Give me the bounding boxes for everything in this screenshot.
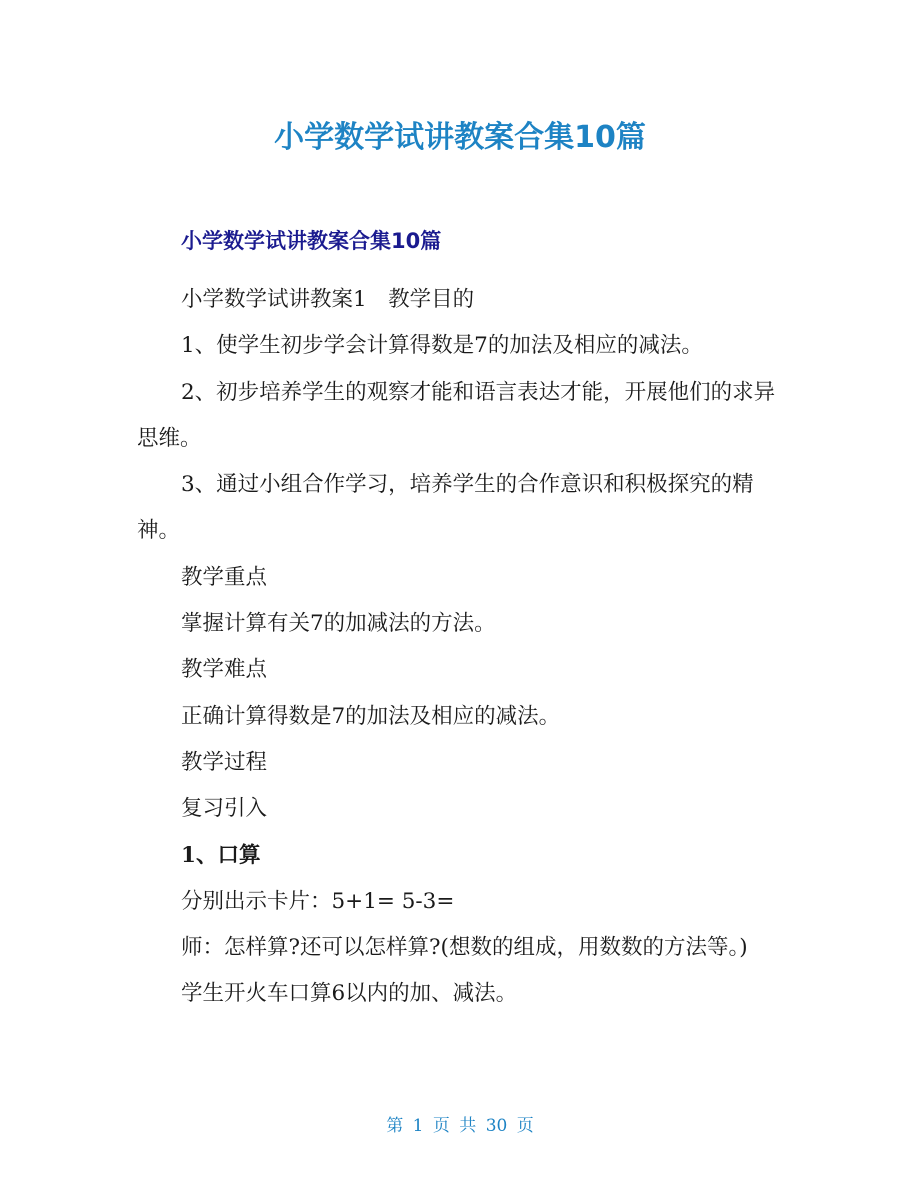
page-number-footer: 第 1 页 共 30 页 — [386, 1116, 534, 1136]
paragraph: 分别出示卡片：5+1= 5-3= — [181, 888, 455, 914]
paragraph: 学生开火车口算6以内的加、减法。 — [181, 981, 518, 1007]
section-heading: 小学数学试讲教案合集10篇 — [181, 229, 442, 253]
document-body — [137, 277, 787, 1018]
paragraph: 1、口算 — [181, 842, 261, 868]
paragraph: 小学数学试讲教案1 教学目的 — [181, 287, 475, 312]
paragraph: 教学过程 — [181, 749, 268, 775]
paragraph: 1、使学生初步学会计算得数是7的加法及相应的减法。 — [181, 333, 703, 359]
paragraph: 3、通过小组合作学习，培养学生的合作意识和积极探究的精神。 — [137, 472, 754, 544]
paragraph: 正确计算得数是7的加法及相应的减法。 — [181, 703, 561, 729]
paragraph: 2、初步培养学生的观察才能和语言表达才能，开展他们的求异思维。 — [137, 379, 776, 451]
paragraph: 师：怎样算?还可以怎样算?(想数的组成，用数数的方法等。) — [181, 935, 748, 961]
document-title: 小学数学试讲教案合集10篇 — [274, 120, 646, 155]
paragraph: 教学重点 — [181, 564, 268, 590]
paragraph: 教学难点 — [181, 657, 268, 683]
paragraph: 掌握计算有关7的加减法的方法。 — [181, 611, 496, 637]
paragraph: 复习引入 — [181, 796, 268, 822]
